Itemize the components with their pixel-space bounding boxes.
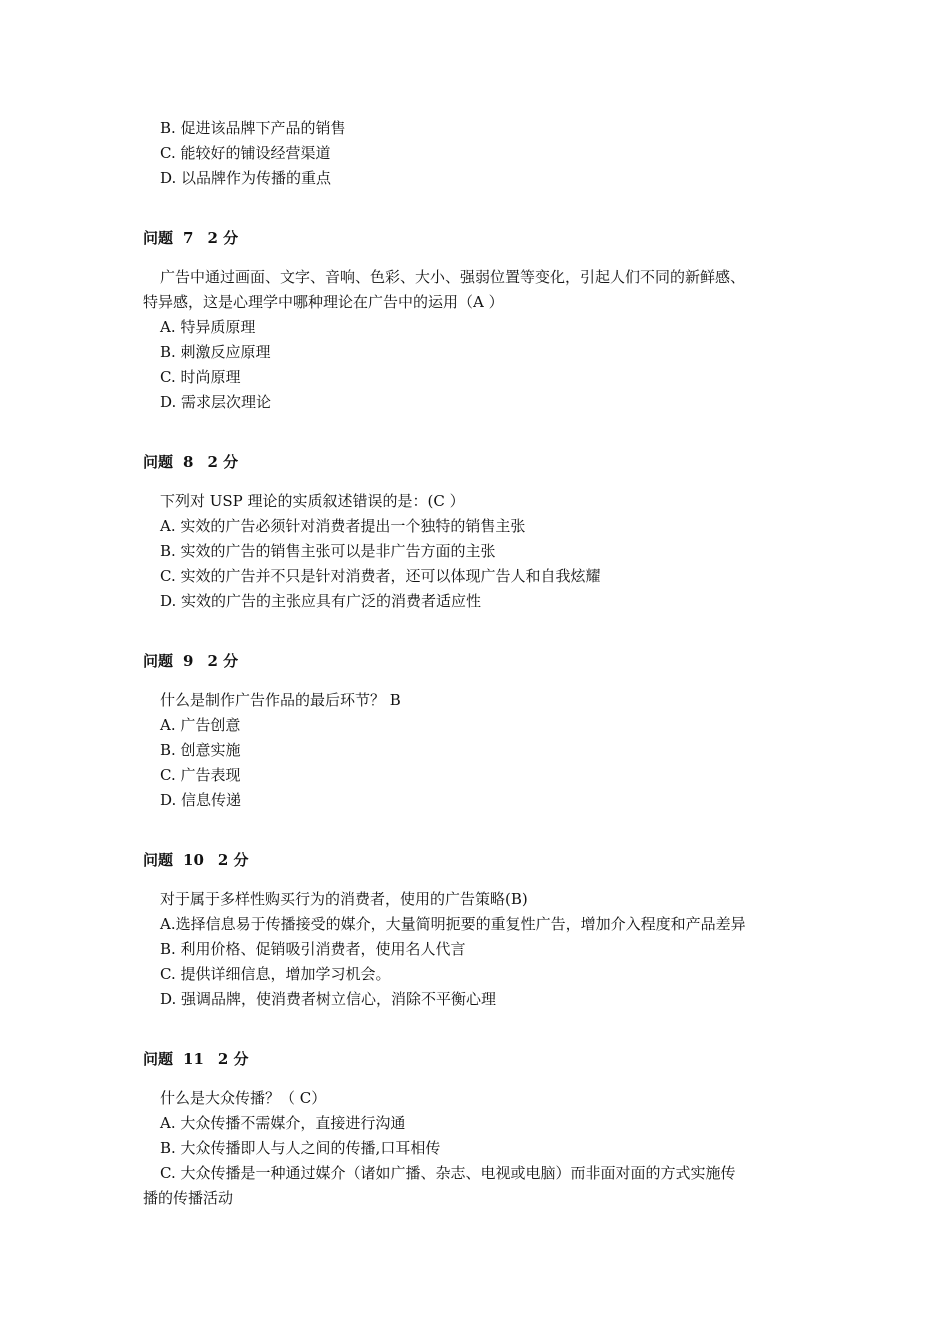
question-points: 2 分	[207, 229, 239, 247]
option-b: B. 促进该品牌下产品的销售	[160, 119, 346, 137]
question-label: 问题	[143, 229, 174, 247]
question-points: 2 分	[217, 1050, 249, 1068]
question-number: 9	[183, 652, 194, 670]
option-a: A. 特异质原理	[160, 318, 256, 336]
option-a: A. 大众传播不需媒介，直接进行沟通	[160, 1114, 406, 1132]
question-points: 2 分	[207, 453, 239, 471]
question-heading	[143, 228, 238, 248]
option-b: B. 大众传播即人与人之间的传播,口耳相传	[160, 1139, 441, 1157]
question-heading	[143, 1049, 249, 1069]
question-stem: 下列对 USP 理论的实质叙述错误的是：(C ）	[160, 492, 465, 510]
question-label: 问题	[143, 851, 174, 869]
question-number: 10	[183, 851, 204, 869]
option-c: C. 实效的广告并不只是针对消费者，还可以体现广告人和自我炫耀	[160, 567, 601, 585]
option-d: D. 信息传递	[160, 791, 242, 809]
option-c: C. 能较好的铺设经营渠道	[160, 144, 331, 162]
question-heading	[143, 651, 238, 671]
question-heading	[143, 452, 238, 472]
question-stem: 广告中通过画面、文字、音响、色彩、大小、强弱位置等变化，引起人们不同的新鲜感、	[160, 268, 746, 286]
option-c: C. 提供详细信息，增加学习机会。	[160, 965, 391, 983]
option-d: D. 需求层次理论	[160, 393, 272, 411]
question-label: 问题	[143, 453, 174, 471]
question-points: 2 分	[207, 652, 239, 670]
option-d: D. 以品牌作为传播的重点	[160, 169, 332, 187]
question-stem: 对于属于多样性购买行为的消费者，使用的广告策略(B)	[160, 890, 528, 908]
option-b: B. 刺激反应原理	[160, 343, 271, 361]
option-b: B. 实效的广告的销售主张可以是非广告方面的主张	[160, 542, 496, 560]
option-a: A. 广告创意	[160, 716, 241, 734]
option-a: A. 实效的广告必须针对消费者提出一个独特的销售主张	[160, 517, 526, 535]
option-d: D. 强调品牌，使消费者树立信心，消除不平衡心理	[160, 990, 497, 1008]
option-a: A.选择信息易于传播接受的媒介，大量简明扼要的重复性广告，增加介入程度和产品差异	[160, 915, 746, 933]
question-stem-continued: 特异感，这是心理学中哪种理论在广告中的运用（A ）	[143, 293, 504, 311]
option-d: D. 实效的广告的主张应具有广泛的消费者适应性	[160, 592, 482, 610]
question-number: 7	[183, 229, 194, 247]
question-heading	[143, 850, 249, 870]
option-c: C. 时尚原理	[160, 368, 241, 386]
option-b: B. 创意实施	[160, 741, 241, 759]
question-points: 2 分	[217, 851, 249, 869]
option-c: C. 大众传播是一种通过媒介（诸如广播、杂志、电视或电脑）而非面对面的方式实施传	[160, 1164, 736, 1182]
question-stem: 什么是大众传播？（ C）	[160, 1089, 327, 1107]
question-label: 问题	[143, 1050, 174, 1068]
option-c: C. 广告表现	[160, 766, 241, 784]
question-label: 问题	[143, 652, 174, 670]
question-stem: 什么是制作广告作品的最后环节？ B	[160, 691, 401, 709]
question-number: 11	[183, 1050, 204, 1068]
option-c-continued: 播的传播活动	[143, 1189, 234, 1207]
question-number: 8	[183, 453, 194, 471]
option-b: B. 利用价格、促销吸引消费者，使用名人代言	[160, 940, 466, 958]
